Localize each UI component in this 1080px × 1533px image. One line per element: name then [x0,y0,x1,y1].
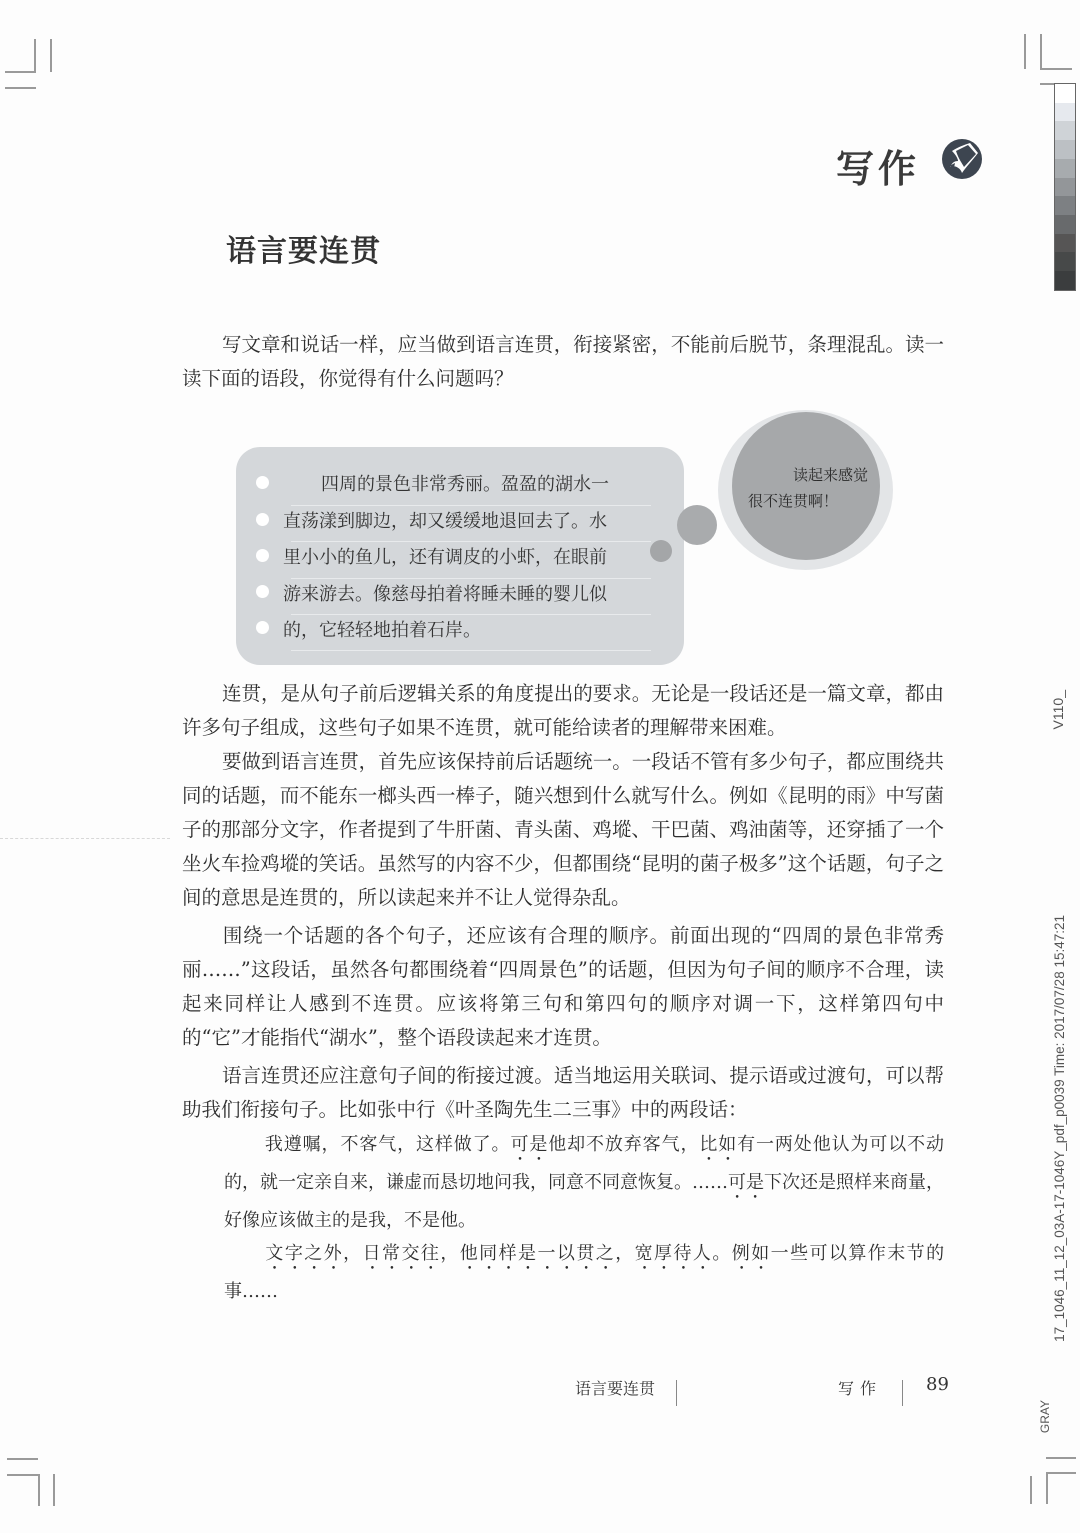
bubble-line: 很不连贯啊！ [748,492,839,510]
crop-mark [34,39,36,72]
crop-mark [1030,1476,1032,1504]
ruled-line [291,650,651,651]
passage-line: 游来游去。像慈母拍着将睡未睡的婴儿似 [283,583,607,605]
footer-divider [902,1380,903,1406]
quote-text: ， [440,1243,460,1264]
body-paragraph-4 [182,1059,944,1127]
body-paragraph-3 [182,919,944,1055]
intro-paragraph [182,328,944,396]
lesson-title: 语言要连贯 [226,234,381,269]
crop-mark [1024,34,1026,69]
paragraph-text: 连贯，是从句子前后逻辑关系的角度提出的要求。无论是一段话还是一篇文章，都由许多句子组成，这些句子如果不连贯，就可能给读者的理解带来困难。 [182,682,944,739]
emphasized-transition: 宽厚待人 [634,1243,713,1264]
binder-hole [256,513,269,526]
passage-line: 的，它轻轻地拍着石岸。 [283,620,481,641]
quote-paragraph-2 [224,1236,944,1310]
quote-paragraph-1 [224,1127,944,1239]
emphasized-connective: 可是 [728,1172,764,1193]
print-version-mark: V110_ [1050,690,1066,730]
thought-bubble-dot [650,540,672,562]
grayscale-calibration-bar [1054,83,1076,291]
crop-mark [7,1474,38,1476]
crop-mark [5,71,36,73]
crop-mark [7,1458,38,1460]
body-paragraph-1 [182,677,944,745]
emphasized-transition: 例如 [731,1243,771,1264]
quote-text: 一些可以算作末节的事…… [224,1243,945,1302]
passage-line: 四周的景色非常秀丽。盈盈的湖水一 [321,474,609,495]
intro-text: 写文章和说话一样，应当做到语言连贯，衔接紧密，不能前后脱节，条理混乱。读一读下面的语段，你觉得有什么问题吗？ [182,333,944,390]
print-timestamp-mark: 17_1046_11_12_03A-17-1046Y_pdf_p0039 Time: 2017/07/28 15:47:21 [1052,915,1067,1342]
crop-mark [50,39,52,72]
crop-mark [1046,1457,1076,1459]
emphasized-transition: 文字之外 [264,1243,344,1264]
emphasized-connective: 比如 [699,1134,738,1155]
paragraph-text: 要做到语言连贯，首先应该保持前后话题统一。一段话不管有多少句子，都应围绕共同的话题，而不能东一榔头西一棒子，随兴想到什么就写什么。例如《昆明的雨》中写菌子的那部分文字，作者提到了牛肝菌、青头菌、鸡㙡、干巴菌、鸡油菌等，还穿插了一个坐火车捡鸡㙡的笑话。虽然写的内容不少，但都围绕“昆明的菌子极多”这个话题，句子之间的意思是连贯的，所以读起来并不让人觉得杂乱。 [182,750,944,909]
paragraph-text: 语言连贯还应注意句子间的衔接过渡。适当地运用关联词、提示语或过渡句，可以帮助我们衔接句子。比如张中行《叶圣陶先生二三事》中的两段话： [182,1064,944,1121]
quote-text: 下次还是照样来商量，好像应该做主的是我，不是他。 [224,1172,944,1231]
quote-text: 。 [712,1243,732,1264]
quote-text: 我遵嘱，不客气，这样做了。 [264,1134,511,1155]
thought-bubble-dot [677,505,717,545]
passage-line: 里小小的鱼儿，还有调皮的小虾，在眼前 [283,547,607,568]
crop-mark [53,1474,55,1506]
writing-pen-check-icon [940,137,984,181]
binder-hole [256,549,269,562]
quote-text: 有一两处他认为可以不动的，就一定亲自来，谦虚而恳切地问我，同意不同意恢复。…… [224,1134,945,1193]
page-number: 89 [926,1374,949,1395]
body-paragraph-2 [182,745,944,915]
crop-mark [1046,1472,1048,1504]
crop-mark [38,1474,40,1506]
crop-mark [1040,83,1054,85]
binder-hole [256,585,269,598]
quote-text: ， [615,1243,635,1264]
emphasized-transition: 日常交往 [362,1243,441,1264]
crop-mark [1040,68,1072,70]
crop-mark [1040,34,1042,69]
fold-guide-line [0,838,170,840]
print-color-mode: GRAY [1038,1400,1052,1434]
emphasized-transition: 他同样是一以贯之 [459,1243,616,1264]
bubble-line: 读起来感觉 [792,466,868,484]
crop-mark [1046,1472,1076,1474]
binder-hole [256,476,269,489]
footer-section-title: 写作 [838,1379,883,1398]
thought-bubble-text [748,462,868,514]
paragraph-text: 围绕一个话题的各个句子，还应该有合理的顺序。前面出现的“四周的景色非常秀丽……”这段话，虽然各句都围绕着“四周景色”的话题，但因为句子间的顺序不合理，读起来同样让人感到不连贯。应该将第三句和第四句的顺序对调一下，这样第四句中的“它”才能指代“湖水”，整个语段读起来才连贯。 [182,924,944,1049]
footer-lesson-title: 语言要连贯 [575,1379,656,1398]
quote-text: 他却不放弃客气， [548,1134,700,1155]
quote-text: ， [343,1243,363,1264]
passage-line: 直荡漾到脚边，却又缓缓地退回去了。水 [283,510,607,532]
example-passage-card [236,447,684,665]
emphasized-connective: 可是 [510,1134,549,1155]
binder-hole [256,621,269,634]
crop-mark [5,87,36,89]
section-title: 写作 [836,146,921,191]
example-passage-text [283,467,653,650]
footer-divider [676,1380,677,1406]
